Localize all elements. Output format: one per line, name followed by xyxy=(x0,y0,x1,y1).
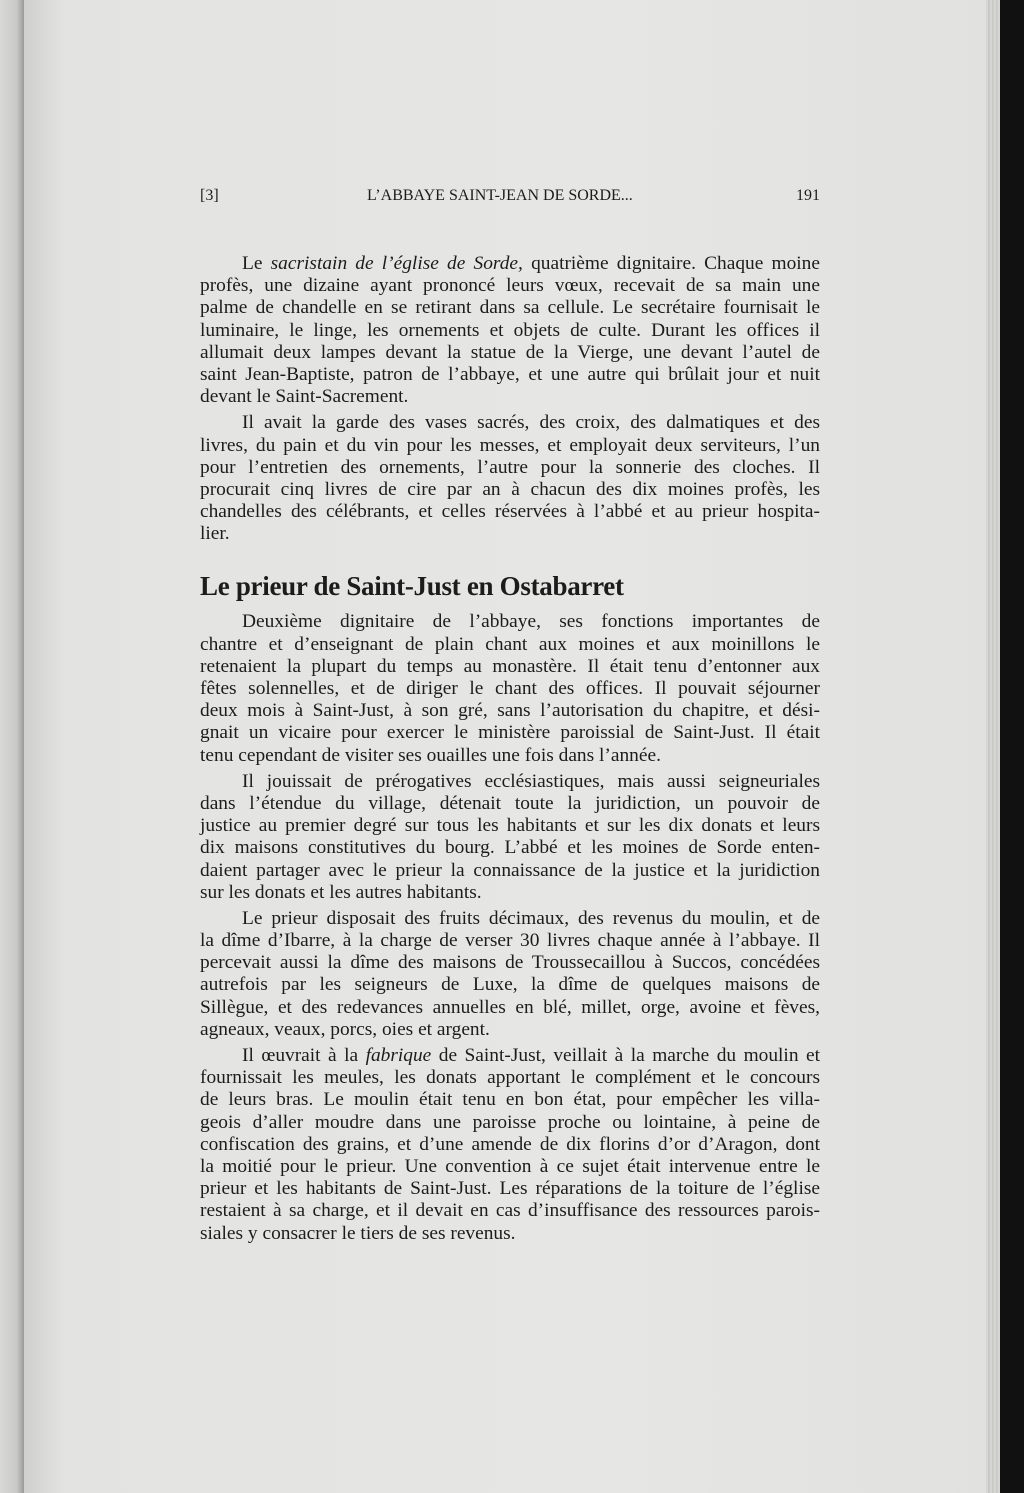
text-line: Sillègue, et des redevances annuelles en blé, millet, orge, avoine et fèves, xyxy=(200,996,820,1018)
text-line: chantre et d’enseignant de plain chant aux moines et aux moinillons le xyxy=(200,633,820,655)
text-line: Le prieur disposait des fruits décimaux, des revenus du moulin, et de xyxy=(242,907,820,929)
paragraph xyxy=(200,611,820,766)
text-line: siales y consacrer le tiers de ses revenus. xyxy=(200,1222,516,1244)
text-line: prieur et les habitants de Saint-Just. Les réparations de la toiture de l’église xyxy=(200,1178,820,1200)
text-column xyxy=(200,249,820,1245)
text-line: palme de chandelle en se retirant dans sa cellule. Le secrétaire fournisait le xyxy=(200,297,820,319)
running-title: L’ABBAYE SAINT-JEAN DE SORDE... xyxy=(367,187,633,204)
paragraph xyxy=(200,908,820,1041)
text-line: profès, une dizaine ayant prononcé leurs vœux, recevait de sa main une xyxy=(200,275,820,297)
section-number: [3] xyxy=(200,187,219,204)
text-line: sur les donats et les autres habitants. xyxy=(200,881,482,903)
page-number: 191 xyxy=(796,187,820,204)
text-line: dans l’étendue du village, détenait toute la juridiction, un pouvoir de xyxy=(200,792,820,814)
text-line: deux mois à Saint-Just, à son gré, sans l’autorisation du chapitre, et dési- xyxy=(200,700,820,722)
text-line: livres, du pain et du vin pour les messes, et employait deux serviteurs, l’un xyxy=(200,434,820,456)
text-line: tenu cependant de visiter ses ouailles une fois dans l’année. xyxy=(200,744,661,766)
text-line: luminaire, le linge, les ornements et objets de culte. Durant les offices il xyxy=(200,319,820,341)
text-line: confiscation des grains, et d’une amende de dix florins d’or d’Aragon, dont xyxy=(200,1133,820,1155)
italic-text: fabrique xyxy=(365,1045,432,1066)
text-line: agneaux, veaux, porcs, oies et argent. xyxy=(200,1018,490,1040)
text-line: devant le Saint-Sacrement. xyxy=(200,386,409,408)
text-segment: Le xyxy=(242,253,271,274)
paragraph xyxy=(200,412,820,545)
text-segment: de Saint-Just, veillait à la marche du moulin et xyxy=(431,1045,820,1066)
text-line xyxy=(200,1045,820,1067)
text-line: gnait un vicaire pour exercer le ministère paroissial de Saint-Just. Il était xyxy=(200,722,820,744)
text-line: justice au premier degré sur tous les habitants et sur les dix donats et leurs xyxy=(200,815,820,837)
text-line xyxy=(200,253,820,275)
text-line: daient partager avec le prieur la connaissance de la justice et la juridiction xyxy=(200,859,820,881)
text-segment: quatrième dignitaire. Chaque moine xyxy=(522,253,820,274)
text-line: la dîme d’Ibarre, à la charge de verser 30 livres chaque année à l’abbaye. Il xyxy=(200,930,820,952)
text-line: Deuxième dignitaire de l’abbaye, ses fonctions importantes de xyxy=(242,611,820,633)
text-line: percevait aussi la dîme des maisons de Troussecaillou à Succos, concédées xyxy=(200,952,820,974)
text-segment: Il œuvrait à la xyxy=(242,1045,366,1066)
text-line: chandelles des célébrants, et celles réservées à l’abbé et au prieur hospita- xyxy=(200,501,820,523)
section-heading: Le prieur de Saint-Just en Ostabarret xyxy=(200,571,624,602)
italic-text: sacristain de l’église de Sorde, xyxy=(270,253,523,274)
text-line: geois d’aller moudre dans une paroisse proche ou lointaine, à peine de xyxy=(200,1111,820,1133)
text-line: allumait deux lampes devant la statue de la Vierge, une devant l’autel de xyxy=(200,341,820,363)
paragraph xyxy=(200,771,820,904)
running-header xyxy=(200,187,820,209)
paragraph xyxy=(200,1045,820,1245)
text-line: Il jouissait de prérogatives ecclésiastiques, mais aussi seigneuriales xyxy=(242,770,820,792)
text-line: restaient à sa charge, et il devait en cas d’insuffisance des ressources parois- xyxy=(200,1200,820,1222)
text-line: retenaient la plupart du temps au monastère. Il était tenu d’entonner aux xyxy=(200,655,820,677)
text-line: de leurs bras. Le moulin était tenu en bon état, pour empêcher les villa- xyxy=(200,1089,820,1111)
facing-page-edge xyxy=(0,0,24,1493)
page-stack-edges xyxy=(986,0,1000,1493)
paragraph xyxy=(200,253,820,408)
text-line: pour l’entretien des ornements, l’autre pour la sonnerie des cloches. Il xyxy=(200,456,820,478)
text-line: dix maisons constitutives du bourg. L’abbé et les moines de Sorde enten- xyxy=(200,837,820,859)
text-line: lier. xyxy=(200,523,230,545)
text-line: saint Jean-Baptiste, patron de l’abbaye, et une autre qui brûlait jour et nuit xyxy=(200,363,820,385)
text-line: fêtes solennelles, et de diriger le chant des offices. Il pouvait séjourner xyxy=(200,678,820,699)
text-line: autrefois par les seigneurs de Luxe, la dîme de quelques maisons de xyxy=(200,974,820,996)
text-line: procurait cinq livres de cire par an à chacun des dix moines profès, les xyxy=(200,478,820,500)
text-line: Il avait la garde des vases sacrés, des croix, des dalmatiques et des xyxy=(242,412,820,434)
text-line: la moitié pour le prieur. Une convention à ce sujet était intervenue entre le xyxy=(200,1155,820,1177)
text-line: fournissait les meules, les donats apportant le complément et le concours xyxy=(200,1067,820,1089)
